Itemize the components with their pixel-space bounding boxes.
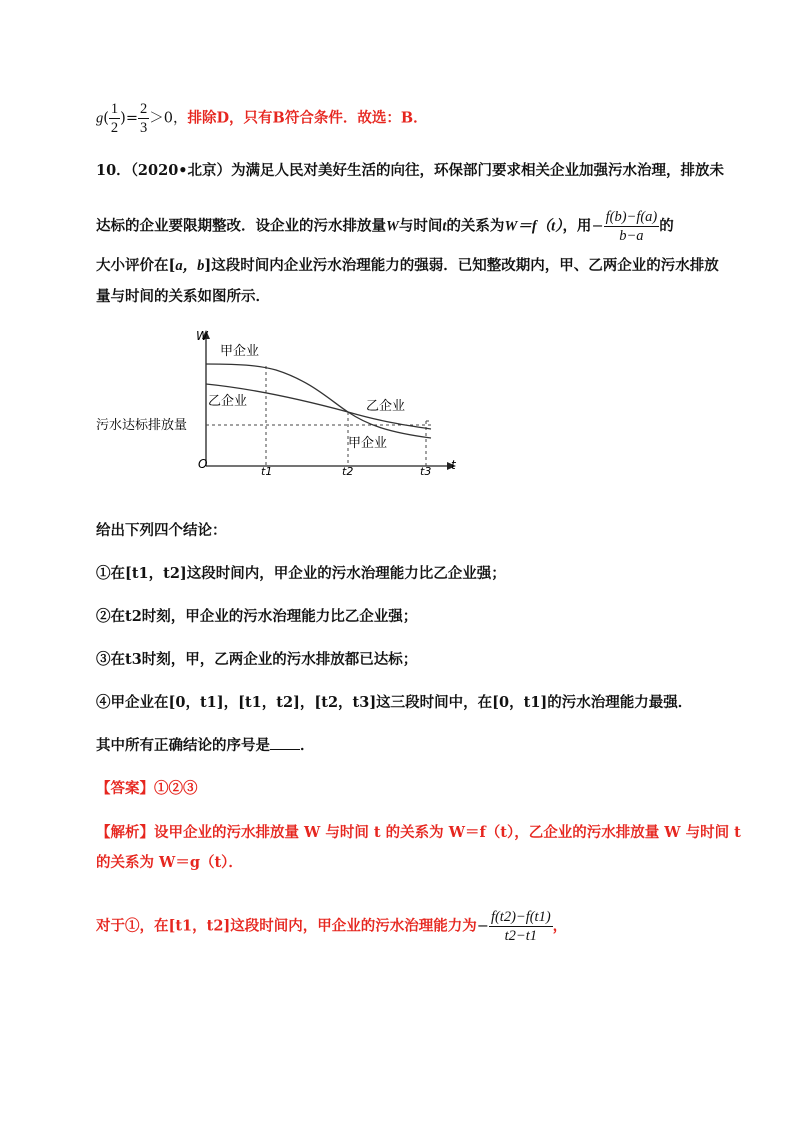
t1-label: t1 (261, 465, 273, 476)
problem-line-1 (96, 160, 725, 182)
statement-3: ③在t3时刻，甲，乙两企业的污水排放都已达标； (96, 651, 418, 668)
analysis-line-2: 的关系为 W＝g（t）． (96, 854, 243, 871)
answer-value: ①②③ (154, 780, 198, 797)
problem-line-2: 达标的企业要限期整改．设企业的污水排放量W与时间t的关系为W＝f（t），用− $\frac{f(b)-f(a)}{b-a}$ 的 (96, 209, 674, 244)
y-axis-label: W (196, 329, 208, 343)
x-axis-label: t (451, 458, 456, 472)
answer-blank (270, 735, 300, 750)
statement-1: ①在[t1，t2]这段时间内，甲企业的污水治理能力比乙企业强； (96, 565, 506, 582)
origin-label: O (198, 457, 208, 471)
statement-4: ④甲企业在[0，t1]，[t1，t2]，[t2，t3]这三段时间中，在[0，t1]的污水治理能力最强． (96, 694, 693, 711)
t2-label: t2 (342, 465, 354, 476)
statements-intro: 给出下列四个结论： (96, 522, 227, 539)
emission-graph (96, 326, 476, 476)
equals-sign: = (125, 110, 138, 127)
answer-label: 【答案】 (96, 780, 154, 797)
gt-zero: ＞0， (149, 110, 188, 127)
threshold-label: 污水达标排放量 (96, 418, 188, 433)
yi-label-right: 乙企业 (366, 399, 406, 414)
problem-number: 10． (96, 162, 131, 179)
t3-label: t3 (420, 465, 432, 476)
problem-line-3: 大小评价在[a，b]这段时间内企业污水治理能力的强弱．已知整改期内，甲、乙两企业的污水排放 (96, 257, 719, 274)
two-thirds-fraction: $\frac{2}{3}$ (140, 101, 148, 136)
capacity-fraction: $\frac{f(t2)-f(t1)}{t2-t1}$ (490, 909, 551, 944)
g-symbol: g (96, 110, 104, 127)
top-result-line: g( $\frac{1}{2}$ )= $\frac{2}{3}$ ＞0，排除D，只有B符合条件．故选：B． (96, 101, 428, 136)
problem-source: （2020•北京） (130, 162, 232, 179)
question-line: 其中所有正确结论的序号是 ． (96, 737, 315, 754)
answer-line (96, 778, 716, 800)
top-conclusion: 排除D，只有B符合条件．故选：B． (187, 109, 428, 127)
analysis-label: 【解析】 (96, 824, 154, 841)
analysis-line-1: 【解析】设甲企业的污水排放量 W 与时间 t 的关系为 W＝f（t），乙企业的污水排放量 W 与时间 t (96, 824, 741, 841)
problem-text-1: 为满足人民对美好生活的向往，环保部门要求相关企业加强污水治理，排放未 (231, 162, 725, 179)
problem-line-4: 量与时间的关系如图所示． (96, 288, 270, 305)
analysis-line-3: 对于①，在[t1，t2]这段时间内，甲企业的污水治理能力为− $\frac{f(t2)-f(t1)}{t2-t1}$ ， (96, 909, 568, 944)
yi-label-left: 乙企业 (208, 394, 248, 409)
statement-2: ②在t2时刻，甲企业的污水治理能力比乙企业强； (96, 608, 418, 625)
jia-label-top: 甲企业 (220, 344, 260, 359)
half-fraction: $\frac{1}{2}$ (110, 101, 119, 136)
jia-label-bottom: 甲企业 (348, 436, 388, 451)
ratio-fraction: $\frac{f(b)-f(a)}{b-a}$ (605, 209, 658, 244)
